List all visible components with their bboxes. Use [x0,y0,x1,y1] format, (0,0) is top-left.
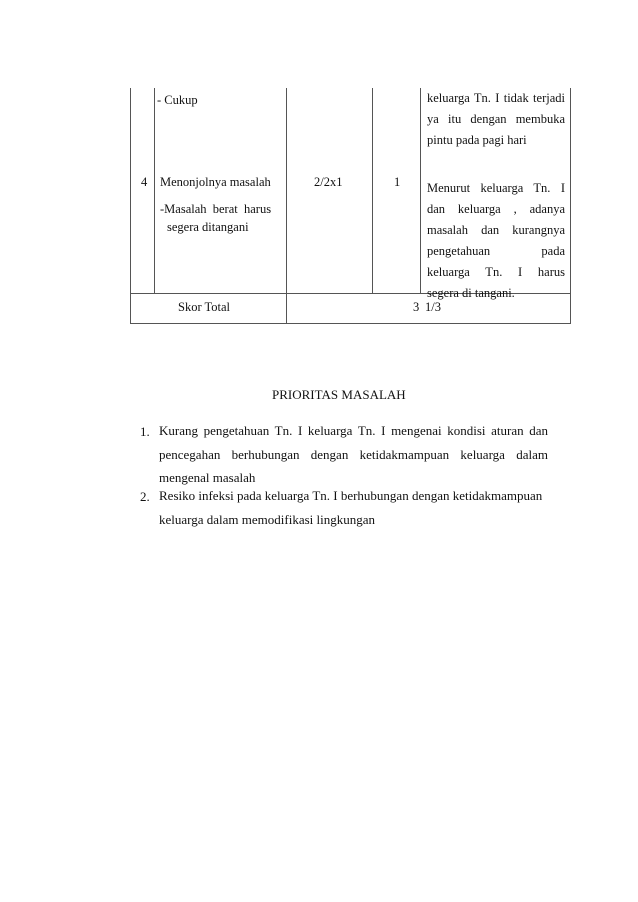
rationale-a-line: keluarga Tn. I tidak terjadi [427,91,565,105]
rationale-b-line: keluarga Tn. I harus [427,265,565,279]
total-label: Skor Total [178,300,231,314]
priority-item-2-line: Resiko infeksi pada keluarga Tn. I berhubungan dengan ketidakmampuan [159,488,543,503]
rationale-a-line: pintu pada pagi hari [427,133,527,147]
criteria-sub-line2: segera ditangani [167,220,249,234]
priority-item-1-line: mengenal masalah [159,470,256,485]
table-border-left [130,88,131,324]
rationale-b-line: segera di tangani. [427,286,515,300]
score-value: 1 [394,175,401,189]
table-divider-score [420,88,421,293]
total-value-whole: 3 [413,300,420,314]
table-divider-number [154,88,155,293]
total-value-fraction: 1/3 [425,300,441,314]
table-border-right [570,88,571,324]
rationale-b-line: Menurut keluarga Tn. I [427,181,565,195]
rationale-b-line: pengetahuan pada [427,244,565,258]
priority-item-1-line: pencegahan berhubungan dengan ketidakmampuan keluarga dalam [159,446,548,462]
priority-item-2-line: keluarga dalam memodifikasi lingkungan [159,511,376,527]
item-number-2: 2. [140,489,150,504]
item-number-1: 1. [140,424,150,439]
criteria-sub-line1: -Masalah berat harus [160,202,272,216]
section-title: PRIORITAS MASALAH [272,387,406,402]
priority-item-1 [159,420,548,491]
row-number: 4 [141,175,148,189]
rationale-block-a [427,88,565,151]
priority-item-1-line: Kurang pengetahuan Tn. I keluarga Tn. I mengenai kondisi aturan dan [159,423,548,438]
table-border-bottom [130,323,571,324]
criteria-top: - Cukup [157,93,198,107]
table-divider-criteria [286,88,287,324]
table-divider-calc [372,88,373,293]
rationale-block-b [427,178,565,304]
criteria-main: Menonjolnya masalah [160,175,271,189]
rationale-a-line: ya itu dengan membuka [427,112,565,126]
rationale-b-line: masalah dan kurangnya [427,223,565,237]
calculation-value: 2/2x1 [314,175,343,189]
priority-item-2 [159,485,548,532]
rationale-b-line: dan keluarga , adanya [427,202,565,216]
